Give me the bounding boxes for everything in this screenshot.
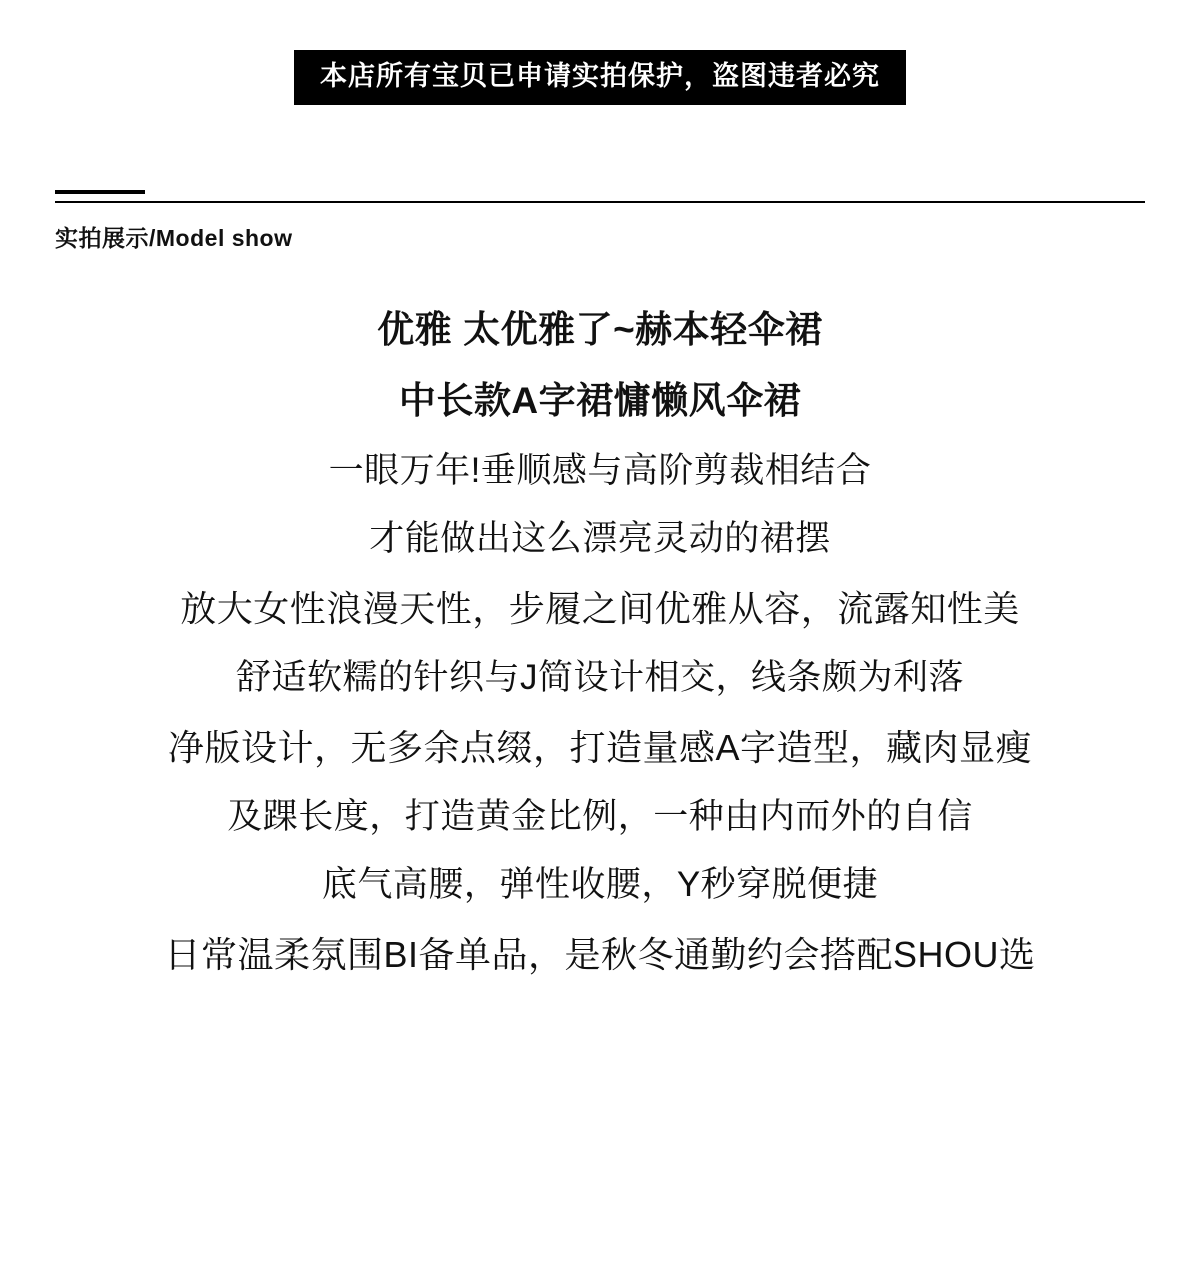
copy-line: 及踝长度，打造黄金比例，一种由内而外的自信 xyxy=(227,796,973,836)
short-rule-divider xyxy=(55,190,145,194)
copy-line: 舒适软糯的针织与J简设计相交，线条颇为利落 xyxy=(235,657,964,697)
copyright-banner: 本店所有宝贝已申请实拍保护，盗图违者必究 xyxy=(294,50,906,105)
description-copy xyxy=(0,301,1200,990)
copy-line: 放大女性浪漫天性，步履之间优雅从容，流露知性美 xyxy=(180,588,1020,630)
copy-line: 净版设计，无多余点缀，打造量感A字造型，藏肉显瘦 xyxy=(167,726,1032,768)
copy-line: 中长款A字裙慵懒风伞裙 xyxy=(398,379,802,421)
copyright-banner-container xyxy=(0,0,1200,105)
long-rule-divider xyxy=(55,201,1145,203)
copy-line: 底气高腰，弹性收腰，Y秒穿脱便捷 xyxy=(321,865,879,905)
copy-line: 才能做出这么漂亮灵动的裙摆 xyxy=(369,519,831,559)
section-header xyxy=(0,190,1200,253)
copy-line: 优雅 太优雅了~赫本轻伞裙 xyxy=(377,309,823,350)
section-title: 实拍展示/Model show xyxy=(55,225,293,251)
copy-line: 一眼万年!垂顺感与高阶剪裁相结合 xyxy=(328,450,872,490)
copy-line: 日常温柔氛围BI备单品，是秋冬通勤约会搭配SHOU选 xyxy=(164,934,1036,976)
